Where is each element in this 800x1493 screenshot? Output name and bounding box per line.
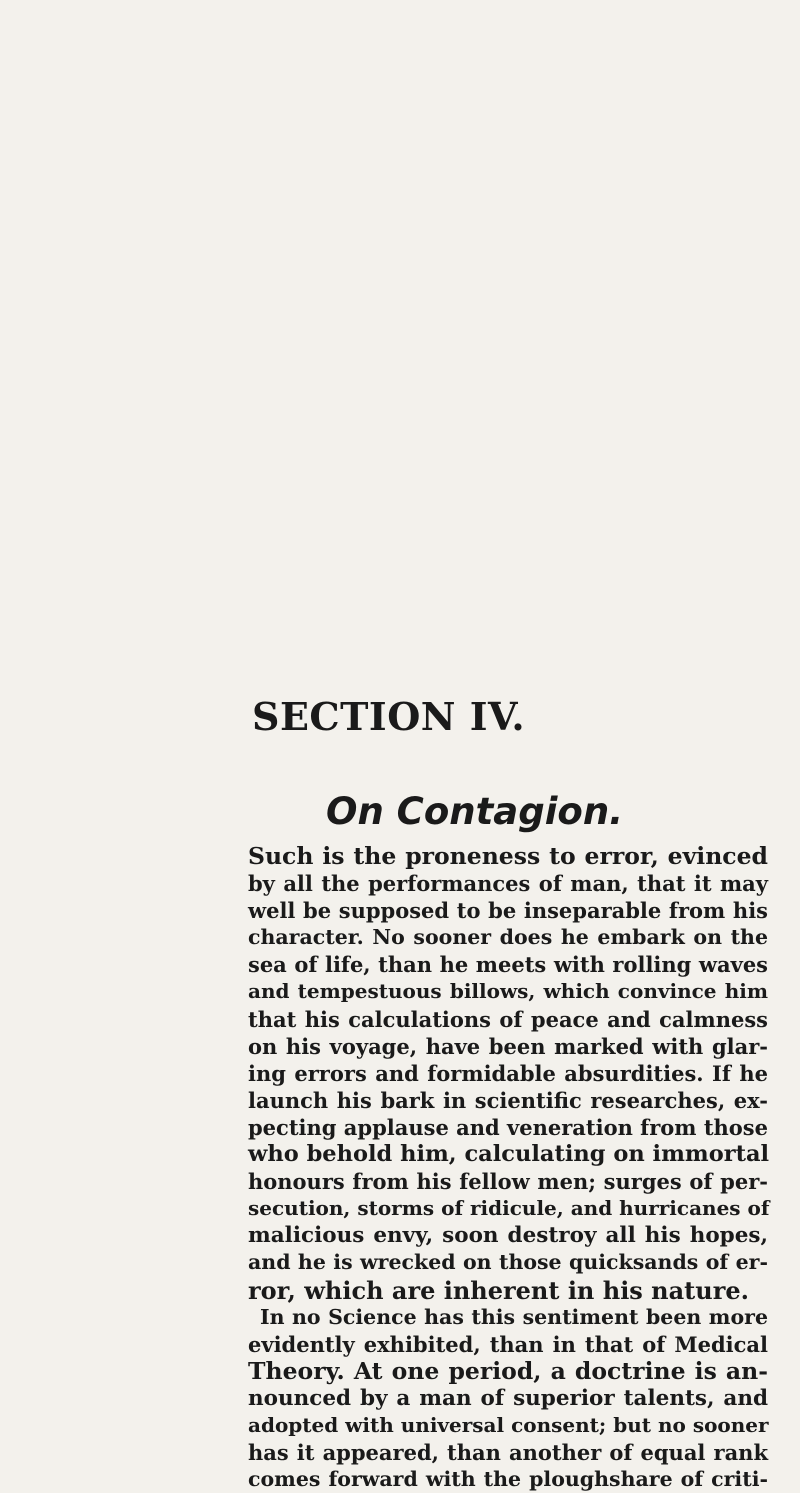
body-line: character. No sooner does he embark on the xyxy=(248,925,768,950)
section-heading: SECTION IV. xyxy=(252,694,526,739)
body-line: adopted with universal consent; but no sooner xyxy=(248,1412,769,1437)
body-line: and he is wrecked on those quicksands of er- xyxy=(248,1250,768,1275)
body-line: nounced by a man of superior talents, and xyxy=(248,1385,768,1411)
body-line: sea of life, than he meets with rolling waves xyxy=(248,952,768,978)
body-line: ror, which are inherent in his nature. xyxy=(248,1275,749,1305)
body-line: who behold him, calculating on immortal xyxy=(248,1141,770,1168)
body-line: on his voyage, have been marked with glar- xyxy=(248,1033,768,1059)
body-line: has it appeared, than another of equal rank xyxy=(248,1440,768,1466)
body-line: In no Science has this sentiment been more xyxy=(260,1304,768,1329)
body-line: that his calculations of peace and calmness xyxy=(248,1006,768,1032)
body-text xyxy=(248,843,768,1493)
body-line: and tempestuous billows, which convince him xyxy=(248,979,768,1004)
body-line: honours from his fellow men; surges of per- xyxy=(248,1169,768,1195)
body-line: comes forward with the ploughshare of criti- xyxy=(248,1467,768,1492)
body-line: malicious envy, soon destroy all his hopes, xyxy=(248,1223,768,1249)
body-line: well be supposed to be inseparable from his xyxy=(248,898,768,924)
body-line: pecting applause and veneration from those xyxy=(248,1114,768,1140)
body-line: launch his bark in scientific researches, ex- xyxy=(248,1087,768,1113)
body-line: evidently exhibited, than in that of Medical xyxy=(248,1331,768,1357)
body-line: by all the performances of man, that it may xyxy=(248,871,768,897)
body-line: ing errors and formidable absurdities. If he xyxy=(248,1060,768,1086)
section-title: On Contagion. xyxy=(326,790,624,833)
body-line: Such is the proneness to error, evinced xyxy=(248,842,768,870)
body-line: Theory. At one period, a doctrine is an- xyxy=(248,1356,768,1385)
body-line: secution, storms of ridicule, and hurricanes of xyxy=(248,1196,770,1221)
